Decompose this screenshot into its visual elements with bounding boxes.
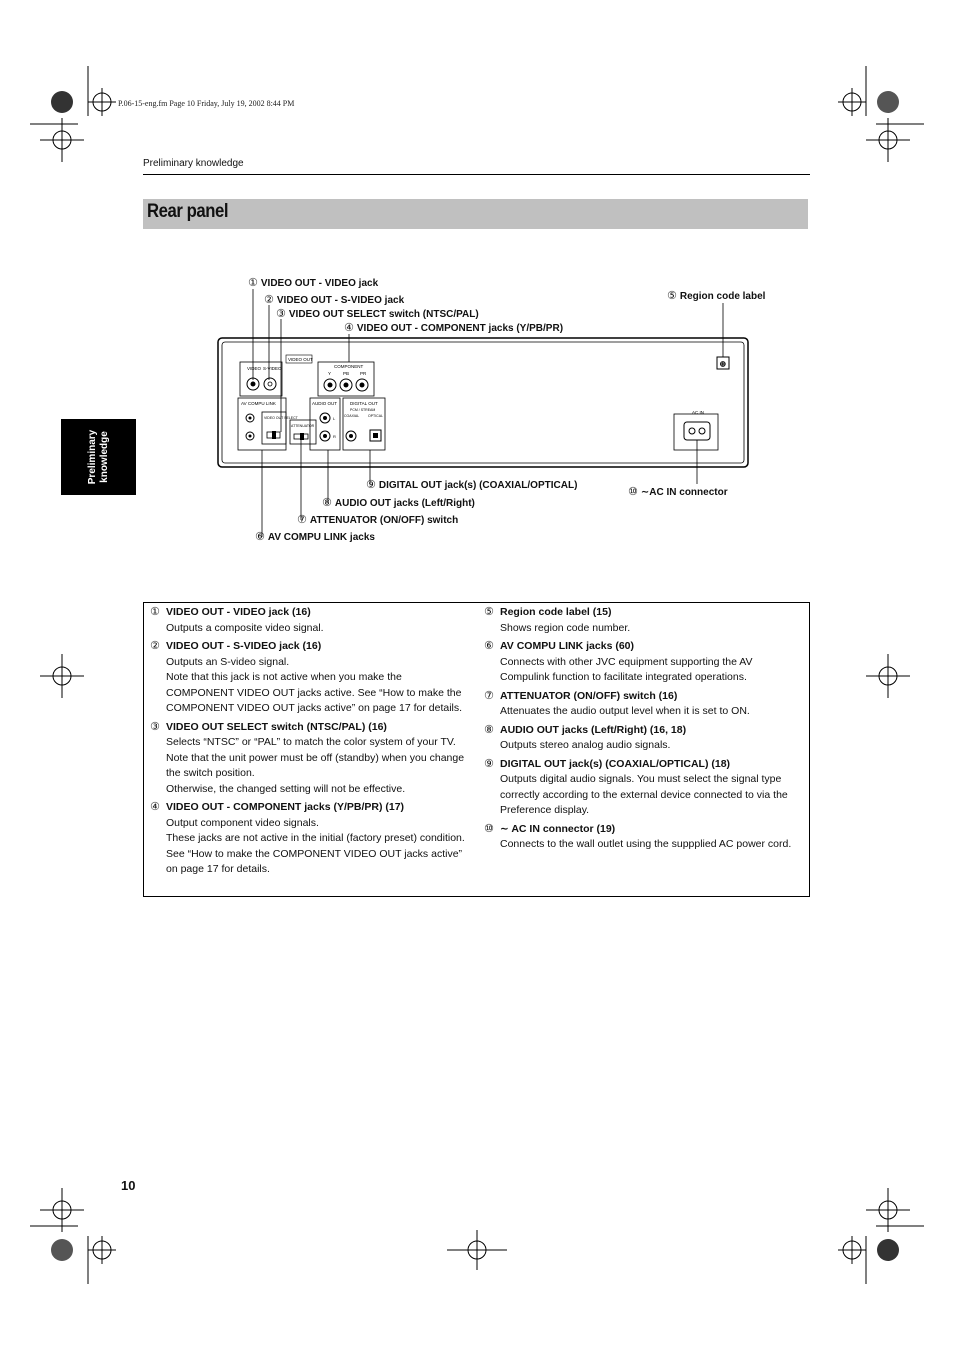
item-text: Connects with other JVC equipment supporting the AV Compulink function to facilitate integrated operations. [500,655,753,683]
label-pr: PR [360,371,367,376]
item-text: Outputs a composite video signal. [166,621,324,634]
label-video-out: VIDEO OUT [288,357,313,362]
label-digital-out: DIGITAL OUT [350,401,378,406]
ac-in-connector [684,422,710,440]
item-text: Connects to the wall outlet using the suppplied AC power cord. [500,838,792,850]
item-text: Outputs digital audio signals. You must select the signal type correctly according to the external device connected to via the Preference display. [500,773,788,816]
description-item [150,720,472,798]
item-heading: AV COMPU LINK jacks (60) [500,640,635,652]
label-component: COMPONENT [334,364,364,369]
label-s-video: S-VIDEO [263,366,282,371]
label-ac-in: AC IN [692,410,705,415]
file-info: P.06-15-eng.fm Page 10 Friday, July 19, 2002 8:44 PM [118,99,295,108]
description-item [150,639,472,717]
label-video-out-select: VIDEO OUT SELECT [264,416,298,420]
side-tab-line2: knowledge [98,431,110,483]
callout-10: ⑩ ∼AC IN connector [628,486,728,498]
description-item [484,639,802,686]
callout-7: ⑦ ATTENUATOR (ON/OFF) switch [297,514,459,526]
callout-6: ⑥ AV COMPU LINK jacks [255,531,375,543]
label-left: L [333,416,336,421]
item-number: ⑨ [484,757,494,770]
item-number: ⑩ [484,822,494,835]
item-text: Note that this jack is not active when you make the COMPONENT VIDEO OUT jacks active. See “How to make the COMPONENT VIDEO OUT jacks active” on page 17 for details. [166,671,463,714]
description-item [484,723,802,754]
label-pb: PB [343,371,350,376]
item-heading: VIDEO OUT - COMPONENT jacks (Y/PB/PR) (17) [166,801,405,813]
item-heading: ATTENUATOR (ON/OFF) switch (16) [500,689,678,702]
label-attenuator: ATTENUATOR [291,424,315,428]
callout-3: ③ VIDEO OUT SELECT switch (NTSC/PAL) [276,308,479,320]
callout-4: ④ VIDEO OUT - COMPONENT jacks (Y/PB/PR) [344,322,564,334]
item-text: Attenuates the audio output level when it is set to ON. [500,705,750,717]
item-number: ⑧ [484,723,494,736]
item-number: ① [150,606,160,618]
item-heading: VIDEO OUT - VIDEO jack (16) [166,606,311,618]
item-number: ④ [150,801,160,813]
item-text: These jacks are not active in the initial (factory preset) condition. See “How to make the COMPONENT VIDEO OUT jacks active” on page 17 for details. [166,832,465,875]
region-code-glyph: ⊕ [719,359,727,369]
label-optical: OPTICAL [368,414,383,418]
callout-1: ① VIDEO OUT - VIDEO jack [248,277,379,289]
label-y: Y [328,371,332,376]
item-text: Output component video signals. [166,816,319,829]
description-item [484,605,802,636]
item-heading: ∼ AC IN connector (19) [500,822,616,835]
item-heading: VIDEO OUT - S-VIDEO jack (16) [166,640,322,652]
item-text: Outputs stereo analog audio signals. [500,739,671,751]
label-audio-out: AUDIO OUT [312,401,338,406]
item-text: Outputs an S-video signal. [166,655,290,668]
label-right: R [333,434,336,439]
callout-8: ⑧ AUDIO OUT jacks (Left/Right) [322,497,475,509]
item-heading: VIDEO OUT SELECT switch (NTSC/PAL) (16) [166,720,387,733]
label-pcm-stream: PCM / STREAM [350,408,376,412]
description-item [484,757,802,819]
item-number: ⑥ [484,640,494,652]
description-item [150,605,472,636]
item-number: ② [150,640,160,652]
item-text: Selects “NTSC” or “PAL” to match the color system of your TV. Note that the unit power must be off (standby) when you change the switch position. [166,736,465,779]
callout-9: ⑨ DIGITAL OUT jack(s) (COAXIAL/OPTICAL) [366,479,578,491]
item-heading: AUDIO OUT jacks (Left/Right) (16, 18) [500,723,687,736]
callout-2: ② VIDEO OUT - S-VIDEO jack [264,294,405,306]
item-number: ⑤ [484,606,494,618]
description-item [150,800,472,878]
label-coaxial: COAXIAL [344,414,360,418]
s-video-jack [264,378,276,390]
item-number: ③ [150,720,160,733]
description-item [484,689,802,720]
callout-5: ⑤ Region code label [667,290,766,302]
running-head: Preliminary knowledge [143,158,244,169]
label-av-compu-link: AV COMPU LINK [241,401,276,406]
page-title: Rear panel [147,201,229,222]
side-tab-line1: Preliminary [86,429,98,485]
item-heading: DIGITAL OUT jack(s) (COAXIAL/OPTICAL) (18) [500,757,731,770]
item-number: ⑦ [484,689,494,702]
label-video: VIDEO [247,366,262,371]
item-text: Otherwise, the changed setting will not be effective. [166,782,406,795]
item-heading: Region code label (15) [500,606,612,618]
description-item [484,822,802,853]
description-column-left [150,605,472,881]
description-column-right [484,605,802,856]
item-text: Shows region code number. [500,621,631,634]
page-number: 10 [121,1178,136,1193]
